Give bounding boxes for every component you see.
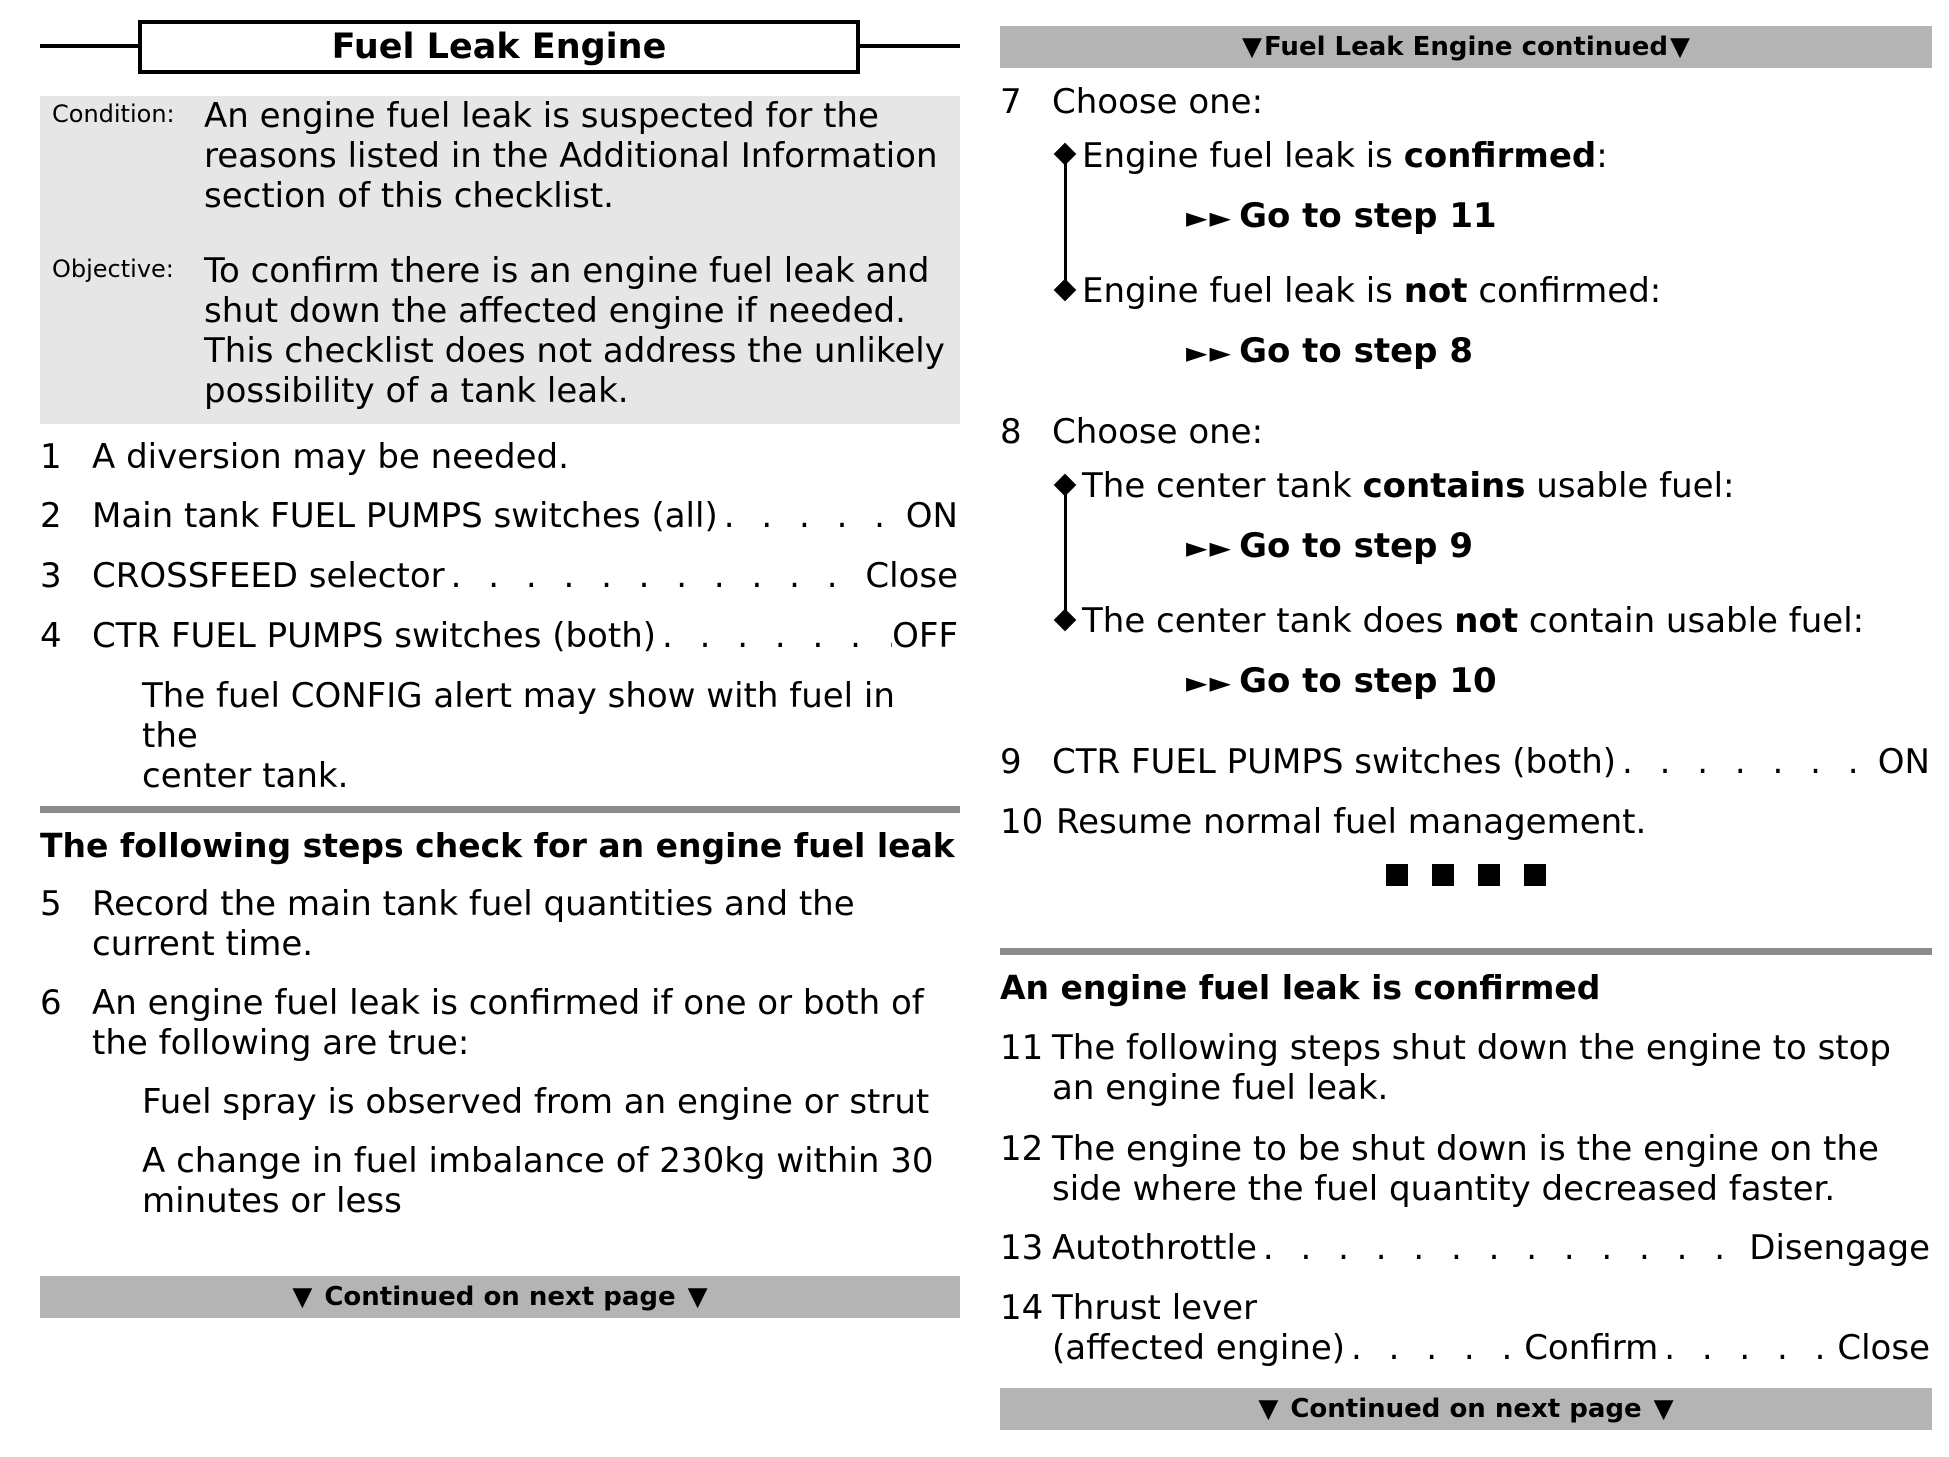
choice-text: Engine fuel leak is <box>1082 271 1404 311</box>
go-to-arrow-icon: ►► <box>1186 201 1234 234</box>
objective-line: possibility of a tank leak. <box>204 371 629 411</box>
step-line: The following steps shut down the engine to stop <box>1052 1028 1892 1068</box>
step-item: CTR FUEL PUMPS switches (both) <box>92 616 657 656</box>
end-square-icon <box>1386 864 1408 886</box>
objective-line: shut down the affected engine if needed. <box>204 291 906 331</box>
goto-step-9 <box>1186 526 1473 568</box>
diamond-bullet-icon <box>1054 143 1077 166</box>
choice-text: confirmed: <box>1467 271 1662 311</box>
goto-step-10 <box>1186 661 1497 703</box>
choice-option <box>1082 466 1734 506</box>
step-text: Resume normal fuel management. <box>1056 802 1647 842</box>
condition-line: minutes or less <box>142 1181 402 1221</box>
leader-dots <box>718 496 906 536</box>
step-action: ON <box>905 496 958 536</box>
step-item: Autothrottle <box>1052 1228 1257 1268</box>
step-action: OFF <box>892 616 958 656</box>
goto-label: Go to step 11 <box>1239 196 1497 236</box>
leader-dots <box>656 616 892 656</box>
step-number: 8 <box>1000 412 1022 452</box>
step-line: current time. <box>92 924 314 964</box>
section-heading: The following steps check for an engine fuel leak <box>40 826 955 865</box>
step-challenge-response <box>1052 1228 1930 1268</box>
choice-text: contain usable fuel: <box>1518 601 1865 641</box>
step-11 <box>1000 1028 1932 1108</box>
condition-line: A change in fuel imbalance of 230kg within 30 <box>142 1141 934 1181</box>
step-12 <box>1000 1129 1932 1209</box>
step-text <box>92 983 924 1063</box>
continued-label: Continued on next page <box>324 1282 676 1312</box>
step-text: Choose one: <box>1052 82 1264 122</box>
continued-label: Continued on next page <box>1290 1394 1642 1424</box>
choice-option <box>1082 136 1608 176</box>
step-number: 13 <box>1000 1228 1044 1268</box>
go-to-arrow-icon: ►► <box>1186 531 1234 564</box>
step-number: 4 <box>40 616 62 656</box>
step-14 <box>1000 1288 1932 1368</box>
leader-dots <box>445 556 866 596</box>
choice-text: : <box>1596 136 1608 176</box>
step-challenge-response <box>92 556 958 596</box>
step-text <box>92 884 855 964</box>
step-confirm-marker: Confirm <box>1524 1328 1659 1368</box>
choice-text: The center tank does <box>1082 601 1455 641</box>
section-heading: An engine fuel leak is confirmed <box>1000 968 1601 1007</box>
note-line: The fuel CONFIG alert may show with fuel in the <box>142 676 895 756</box>
step-number: 5 <box>40 884 62 924</box>
down-triangle-icon: ▼ <box>1670 32 1691 62</box>
leader-dots <box>1658 1328 1837 1368</box>
goto-step-11 <box>1186 196 1497 238</box>
condition-text <box>204 96 954 216</box>
continued-footer <box>1000 1388 1932 1430</box>
step-text <box>1052 1288 1930 1368</box>
end-square-icon <box>1524 864 1546 886</box>
down-triangle-icon: ▼ <box>292 1282 313 1312</box>
continued-header-label: Fuel Leak Engine continued <box>1263 32 1669 62</box>
condition-objective-panel <box>40 96 960 424</box>
step-line: The engine to be shut down is the engine on the <box>1052 1129 1879 1169</box>
title-rule-left <box>40 44 140 48</box>
note-line: center tank. <box>142 756 349 796</box>
objective-line: This checklist does not address the unlikely <box>204 331 945 371</box>
step-action: Close <box>865 556 958 596</box>
go-to-arrow-icon: ►► <box>1186 666 1234 699</box>
choice-text: The center tank <box>1082 466 1363 506</box>
checklist-title: Fuel Leak Engine <box>138 20 860 74</box>
step-text: Choose one: <box>1052 412 1264 452</box>
continued-footer <box>40 1276 960 1318</box>
end-square-icon <box>1432 864 1454 886</box>
leader-dots <box>1257 1228 1749 1268</box>
choice-connector <box>1064 486 1067 622</box>
step-number: 14 <box>1000 1288 1044 1328</box>
step-number: 12 <box>1000 1129 1044 1169</box>
condition-line: section of this checklist. <box>204 176 614 216</box>
step-number: 9 <box>1000 742 1022 782</box>
step-action: ON <box>1877 742 1930 782</box>
step-6-condition <box>142 1141 960 1221</box>
step-challenge-response <box>92 616 958 656</box>
objective-label: Objective: <box>52 255 174 283</box>
step-4-note <box>142 676 960 796</box>
step-number: 7 <box>1000 82 1022 122</box>
down-triangle-icon: ▼ <box>1258 1394 1279 1424</box>
condition-label: Condition: <box>52 100 175 128</box>
leader-dots <box>1616 742 1878 782</box>
step-challenge-response <box>1052 742 1930 782</box>
condition-line: reasons listed in the Additional Information <box>204 136 938 176</box>
choice-emphasis: not <box>1403 271 1468 311</box>
down-triangle-icon: ▼ <box>1241 32 1262 62</box>
step-line: an engine fuel leak. <box>1052 1068 1389 1108</box>
diamond-bullet-icon <box>1054 279 1077 302</box>
step-5 <box>40 884 960 964</box>
choice-option <box>1082 601 1864 641</box>
goto-step-8 <box>1186 331 1473 373</box>
choice-emphasis: not <box>1454 601 1519 641</box>
choice-emphasis: confirmed <box>1403 136 1597 176</box>
choice-connector <box>1064 156 1067 292</box>
step-6-condition: Fuel spray is observed from an engine or strut <box>142 1082 930 1122</box>
step-item: Main tank FUEL PUMPS switches (all) <box>92 496 718 536</box>
step-item: Thrust lever <box>1052 1288 1258 1328</box>
choice-text: Engine fuel leak is <box>1082 136 1404 176</box>
section-divider <box>40 806 960 813</box>
step-item: CROSSFEED selector <box>92 556 445 596</box>
step-text <box>1052 1129 1879 1209</box>
step-number: 2 <box>40 496 62 536</box>
diamond-bullet-icon <box>1054 609 1077 632</box>
step-line: An engine fuel leak is confirmed if one or both of <box>92 983 924 1023</box>
choice-emphasis: contains <box>1362 466 1526 506</box>
step-number: 3 <box>40 556 62 596</box>
down-triangle-icon: ▼ <box>1653 1394 1674 1424</box>
step-6 <box>40 983 960 1063</box>
objective-line: To confirm there is an engine fuel leak and <box>204 251 930 291</box>
diamond-bullet-icon <box>1054 474 1077 497</box>
step-action: Disengage <box>1749 1228 1930 1268</box>
goto-label: Go to step 8 <box>1239 331 1474 371</box>
step-item-qualifier: (affected engine) <box>1052 1328 1346 1368</box>
choice-text: usable fuel: <box>1525 466 1735 506</box>
continued-header <box>1000 26 1932 68</box>
step-item: CTR FUEL PUMPS switches (both) <box>1052 742 1617 782</box>
step-number: 1 <box>40 437 62 477</box>
step-challenge-response <box>92 496 958 536</box>
step-number: 11 <box>1000 1028 1044 1068</box>
goto-label: Go to step 9 <box>1239 526 1474 566</box>
leader-dots <box>1345 1328 1524 1368</box>
condition-line: An engine fuel leak is suspected for the <box>204 96 879 136</box>
end-square-icon <box>1478 864 1500 886</box>
step-text <box>1052 1028 1891 1108</box>
title-rule-right <box>858 44 960 48</box>
step-line: side where the fuel quantity decreased faster. <box>1052 1169 1836 1209</box>
objective-text <box>204 251 954 411</box>
step-action: Close <box>1837 1328 1930 1368</box>
step-number: 6 <box>40 983 62 1023</box>
step-text: A diversion may be needed. <box>92 437 569 477</box>
step-challenge-response <box>1052 1328 1930 1368</box>
choice-option <box>1082 271 1661 311</box>
step-line: Record the main tank fuel quantities and the <box>92 884 855 924</box>
go-to-arrow-icon: ►► <box>1186 336 1234 369</box>
step-number: 10 <box>1000 802 1044 842</box>
goto-label: Go to step 10 <box>1239 661 1497 701</box>
section-divider <box>1000 948 1932 955</box>
step-line: the following are true: <box>92 1023 470 1063</box>
down-triangle-icon: ▼ <box>687 1282 708 1312</box>
